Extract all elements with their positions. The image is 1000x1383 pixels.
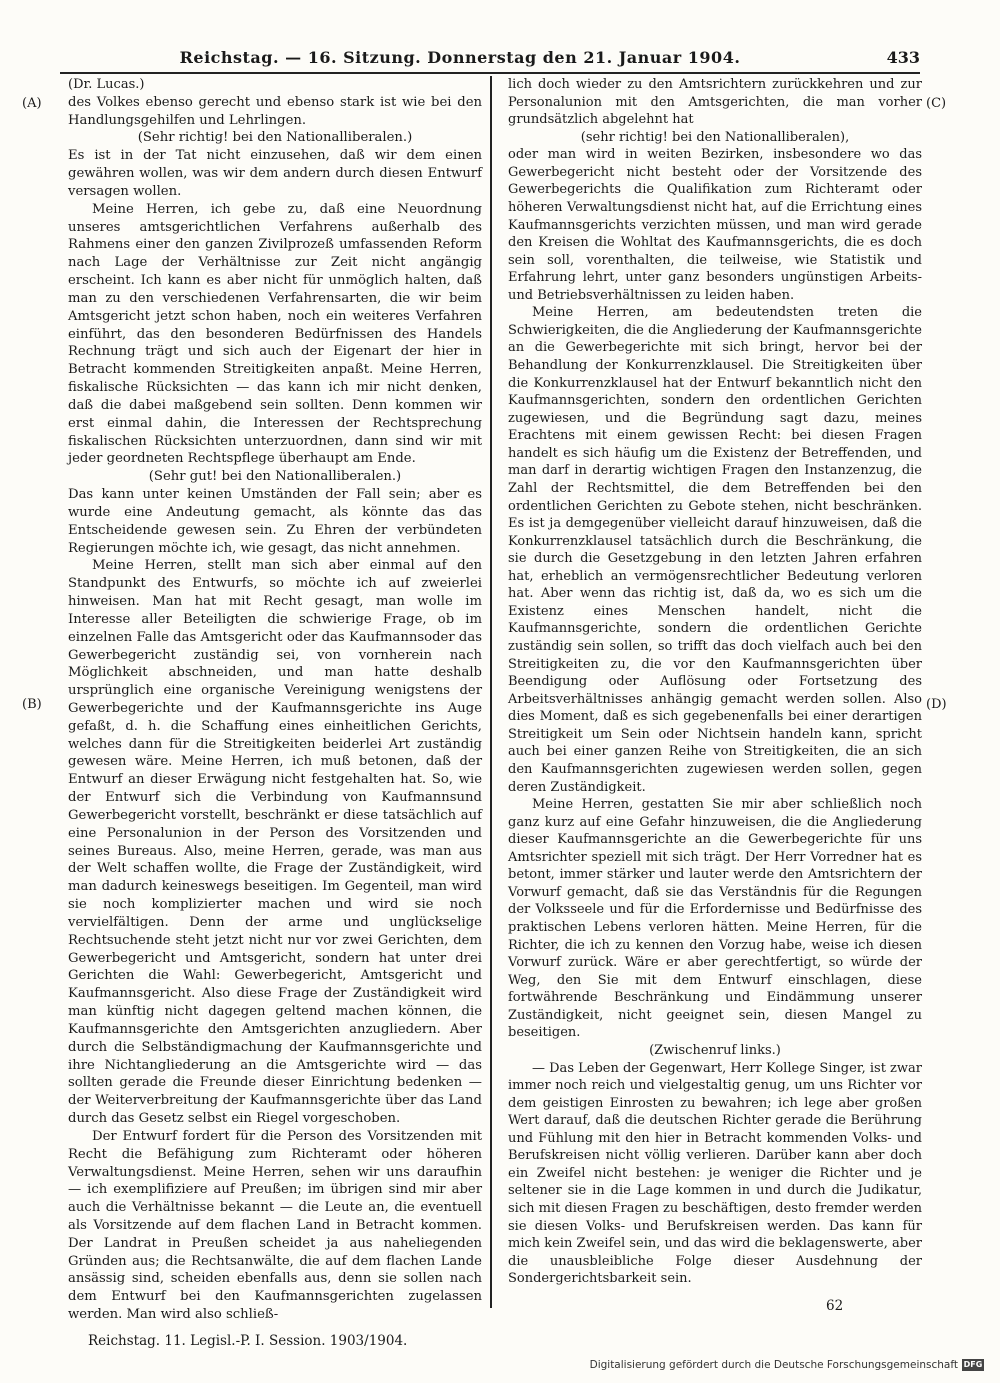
running-header: [60, 42, 920, 74]
left-column: [68, 76, 482, 1324]
paragraph: oder man wird in weiten Bezirken, insbesondere wo das Gewerbegericht nicht besteht oder der Vorsitzende des Gewerbegerichts die Qualifikation zum Richteramt oder höheren Verwaltungsdienst nicht hat, auf die Errichtung eines Kaufmannsgerichts verzichten müssen, und man wird gerade den Kreisen die Wohltat des Kaufmannsgerichts, die es doch sein soll, vorenthalten, die teilweise, wie Statistik und Erfahrung lehrt, unter ganz besonders ungünstigen Arbeits- und Betriebsverhältnissen zu leiden haben.: [508, 147, 922, 303]
margin-marker-c: (C): [926, 96, 947, 111]
paragraph: Meine Herren, am bedeutendsten treten die Schwierigkeiten, die die Angliederung der Kaufmannsgerichte an die Gewerbegerichte mit sich bringt, hervor bei der Behandlung der Konkurrenzklausel. Die Streitigkeiten über die Konkurrenzklausel hat der Entwurf bekanntlich nicht den Kaufmannsgerichten, sondern den ordentlichen Gerichten zugewiesen, und die Begründung sagt dazu, meines Erachtens mit einem gewissen Recht: bei diesen Fragen handelt es sich häufig um die Existenz der Betreffenden, und man darf in derartig wichtigen Fragen den Instanzenzug, die Zahl der Rechtsmittel, die dem Betreffenden bei den ordentlichen Gerichten zu Gebote stehen, nicht beschränken. Es ist ja demgegenüber vielleicht darauf hinzuweisen, daß die Konkurrenzklausel tatsächlich durch die Beschränkung, die sie durch die Gesetzgebung in den letzten Jahren erfahren hat, erheblich an vermögensrechtlicher Bedeutung verloren hat. Aber wenn das richtig ist, daß da, wo es sich um die Existenz eines Menschen handelt, nicht die Kaufmannsgerichte, sondern die ordentlichen Gerichte zuständig sein sollen, so trifft das doch vielfach auch bei den Streitigkeiten zu, die vor den Kaufmannsgerichten über Beendigung oder Auflösung oder Fortsetzung des Arbeitsverhältnisses anhängig gemacht werden sollen. Also dies Moment, daß es sich gegebenenfalls bei einer derartigen Streitigkeit um Sein oder Nichtsein handeln kann, spricht auch bei einer ganzen Reihe von Streitigkeiten, die an sich den Kaufmannsgerichten zugewiesen werden sollen, gegen deren Zuständigkeit.: [508, 305, 922, 795]
margin-marker-a: (A): [22, 96, 42, 111]
column-divider: [490, 76, 492, 1308]
margin-marker-b: (B): [22, 697, 42, 712]
header-title: Reichstag. — 16. Sitzung. Donnerstag den 21. Januar 1904.: [179, 48, 741, 67]
right-column: [508, 76, 922, 1288]
page-number: 433: [886, 48, 920, 67]
paragraph: Das kann unter keinen Umständen der Fall sein; aber es wurde eine Andeutung gemacht, als könnte das das Entscheidende gewesen sein. Zu Ehren der verbündeten Regierungen möchte ich, wie gesagt, das nicht annehmen.: [68, 487, 482, 556]
digitization-credit: [590, 1359, 984, 1371]
signature-number: 62: [826, 1298, 844, 1314]
paragraph: Der Entwurf fordert für die Person des Vorsitzenden mit Recht die Befähigung zum Richteramt oder höheren Verwaltungsdienst. Meine Herren, sehen wir uns daraufhin — ich exemplifiziere auf Preußen; im übrigen sind mir aber auch die Verhältnisse bekannt — die Leute an, die eventuell als Vorsitzende auf dem flachen Land in Betracht kommen. Der Landrat in Preußen scheidet ja aus naheliegenden Gründen aus; die Rechtsanwälte, die auf dem flachen Lande ansässig sind, scheiden ebenfalls aus, denn sie sollen nach dem Entwurf bei den Kaufmannsgerichten zugelassen werden. Man wird also schließ-: [68, 1128, 482, 1323]
footer-session-info: Reichstag. 11. Legisl.-P. I. Session. 1903/1904.: [88, 1333, 408, 1349]
paragraph: — Das Leben der Gegenwart, Herr Kollege Singer, ist zwar immer noch reich und vielgestaltig genug, um uns Richter vor dem geistigen Einrosten zu bewahren; ich lege aber großen Wert darauf, daß die deutschen Richter gerade die Berührung und Fühlung mit den hier in Betracht kommenden Volks- und Berufskreisen nicht völlig verlieren. Darüber kann aber doch ein Zweifel nicht bestehen: je weniger die Richter und je seltener sie in die Lage kommen in und durch die Judikatur, sich mit diesen Fragen zu beschäftigen, desto fremder werden sie diesen Volks- und Berufskreisen werden. Das kann für mich kein Zweifel sein, und das wird die beklagenswerte, aber die unausbleibliche Folge dieser Ausdehnung der Sondergerichtsbarkeit sein.: [508, 1060, 922, 1287]
paragraph: Meine Herren, gestatten Sie mir aber schließlich noch ganz kurz auf eine Gefahr hinzuweisen, die die Angliederung dieser Kaufmannsgerichte an die Gewerbegerichte für uns Amtsrichter speziell mit sich trägt. Der Herr Vorredner hat es betont, immer stärker und lauter werde den Amtsrichtern der Vorwurf gemacht, daß sie das Verständnis für die Regungen der Volksseele und für die Erfordernisse und Bedürfnisse des praktischen Lebens verloren hätten. Meine Herren, für die Richter, die ich zu kennen den Vorzug habe, weise ich diesen Vorwurf zurück. Wäre er aber gerechtfertigt, so würde der Weg, den Sie mit dem Entwurf einschlagen, diese fortwährende Beschränkung und Eindämmung unserer Zuständigkeit, nicht geeignet sein, diesen Mangel zu beseitigen.: [508, 797, 922, 1041]
paragraph: Meine Herren, stellt man sich aber einmal auf den Standpunkt des Entwurfs, so möchte ich auf zweierlei hinweisen. Man hat mit Recht gesagt, man wolle im Interesse aller Beteiligten die schwierige Frage, ob im einzelnen Falle das Amtsgericht oder das Kaufmannsoder das Gewerbegericht zuständig sei, von vornherein nach Möglichkeit abschneiden, und man hatte deshalb ursprünglich eine organische Vereinigung wenigstens der Gewerbegerichte und der Kaufmannsgerichte ins Auge gefaßt, d. h. die Schaffung eines einheitlichen Gerichts, welches dann für die Streitigkeiten beiderlei Art zuständig gewesen wäre. Meine Herren, ich muß betonen, daß der Entwurf an dieser Erwägung nicht festgehalten hat. So, wie der Entwurf sich die Verbindung von Kaufmannsund Gewerbegericht vorstellt, beschränkt er diese tatsächlich auf eine Personalunion in der Person des Vorsitzenden und seines Bureaus. Also, meine Herren, gerade, was man aus der Welt schaffen wollte, die Frage der Zuständigkeit, wird man dadurch keineswegs beseitigen. Im Gegenteil, man wird sie noch komplizierter machen und wird sie noch vervielfältigen. Denn der arme und unglückselige Rechtsuchende steht jetzt nicht nur vor zwei Gerichten, dem Gewerbegericht und Amtsgericht, sondern hat unter drei Gerichten die Wahl: Gewerbegericht, Amtsgericht und Kaufmannsgericht. Also diese Frage der Zuständigkeit wird man künftig nicht dagegen geltend machen können, die Kaufmannsgerichte den Amtsgerichten anzugliedern. Aber durch die Selbständigmachung der Kaufmannsgerichte und ihre Nichtangliederung an die Amtsgerichte wird — das sollten gerade die Freunde dieser Einrichtung bedenken — der Weiterverbreitung der Kaufmannsgerichte über das Land durch das Gesetz selbst ein Riegel vorgeschoben.: [68, 558, 482, 1127]
interjection: (Sehr gut! bei den Nationalliberalen.): [148, 469, 402, 485]
margin-marker-d: (D): [926, 697, 947, 712]
credit-text: Digitalisierung gefördert durch die Deutsche Forschungsgemeinschaft: [589, 1359, 958, 1371]
interjection: (Zwischenruf links.): [649, 1042, 781, 1058]
interjection: (Sehr richtig! bei den Nationalliberalen.): [137, 130, 413, 146]
dfg-logo-icon: DFG: [963, 1360, 983, 1369]
paragraph: Es ist in der Tat nicht einzusehen, daß wir dem einen gewähren wollen, was wir dem andern durch diesen Entwurf versagen wollen.: [68, 148, 482, 199]
paragraph: des Volkes ebenso gerecht und ebenso stark ist wie bei den Handlungsgehilfen und Lehrlingen.: [68, 94, 482, 128]
interjection: (sehr richtig! bei den Nationalliberalen),: [580, 129, 850, 145]
speaker-label: (Dr. Lucas.): [68, 77, 145, 92]
paragraph: Meine Herren, ich gebe zu, daß eine Neuordnung unseres amtsgerichtlichen Verfahrens außerhalb des Rahmens einer den ganzen Zivilprozeß umfassenden Reform nach Lage der Verhältnisse zur Zeit nicht angängig erscheint. Ich kann es aber nicht für unmöglich halten, daß man zu den verschiedenen Verfahrensarten, die wir beim Amtsgericht jetzt schon haben, noch ein weiteres Verfahren einführt, das den besonderen Bedürfnissen des Handels Rechnung trägt und sich auch der Eigenart der hier in Betracht kommenden Streitigkeiten anpaßt. Meine Herren, fiskalische Rücksichten — das kann ich mir nicht denken, daß die dabei maßgebend sein sollten. Denn kommen wir erst einmal dahin, die Interessen der Rechtsprechung fiskalischen Rücksichten unterzuordnen, dann sind wir mit jeder geordneten Rechtspflege überhaupt am Ende.: [68, 201, 482, 467]
paragraph: lich doch wieder zu den Amtsrichtern zurückkehren und zur Personalunion mit den Amtsgerichten, die man vorher grundsätzlich abgelehnt hat: [508, 77, 922, 128]
